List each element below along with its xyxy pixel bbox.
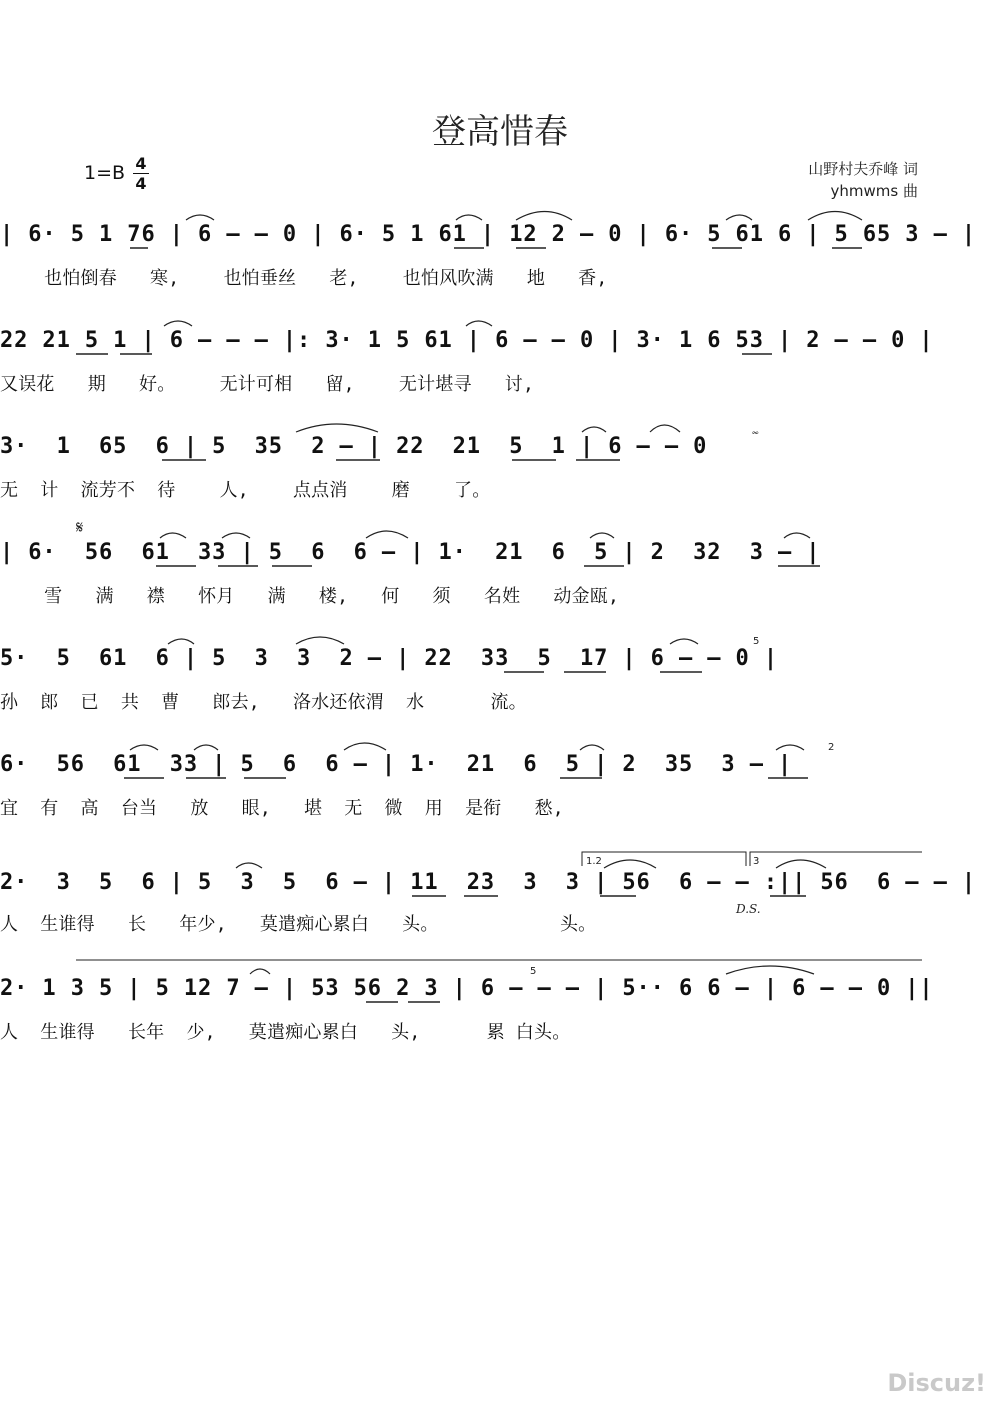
slur — [784, 533, 810, 538]
slur — [580, 745, 604, 750]
slur — [808, 212, 862, 221]
grace-note-5-final: 5 — [530, 966, 537, 977]
slur — [296, 424, 378, 432]
first-ending-label: 1.2 — [586, 856, 602, 867]
lyrics-system-2: 又误花 期 好。 无计可相 留, 无计堪寻 讨, — [0, 374, 535, 395]
slur — [160, 533, 186, 538]
slur — [250, 969, 270, 974]
lyrics-system-3: 无 计 流芳不 待 人, 点点消 磨 了。 — [0, 480, 491, 501]
slur — [186, 215, 214, 220]
notes-system-8: 2· 1 3 5 | 5 12 7 – | 53 56 2 3 | 6 – – – | 5·· 6 6 – | 6 – – 0 || — [0, 976, 934, 1001]
notes-system-7: 2· 3 5 6 | 5 3 5 6 – | 11 23 3 3 | 56 6 – – :|| 56 6 – – | — [0, 870, 977, 895]
lyrics-system-6: 宜 有 高 台当 放 眼, 堪 无 微 用 是衔 愁, — [0, 798, 564, 819]
notes-system-6: 6· 56 61 33 | 5 6 6 – | 1· 21 6 5 | 2 35 3 – | — [0, 752, 793, 777]
slur — [604, 860, 656, 868]
notes-system-2: 22 21 5 1 | 6 – – – |: 3· 1 5 61 | 6 – – 0 | 3· 1 6 53 | 2 – – 0 | — [0, 328, 934, 353]
lyrics-system-7: 人 生谁得 长 年少, 莫遣痴心累白 头。 头。 — [0, 914, 597, 935]
slur — [776, 745, 804, 750]
time-signature-bottom: 4 — [133, 173, 149, 193]
slur — [582, 427, 606, 432]
slur — [344, 743, 386, 750]
notes-system-3: 3· 1 65 6 | 5 35 2 – | 22 21 5 1 | 6 – – 0 — [0, 434, 708, 459]
segno-sign: 𝄋 — [76, 518, 84, 538]
lyrics-system-1: 也怕倒春 寒, 也怕垂丝 老, 也怕风吹满 地 香, — [0, 268, 608, 289]
slurs — [130, 212, 862, 975]
notes-system-4: | 6· 56 61 33 | 5 6 6 – | 1· 21 6 5 | 2 32 3 – | — [0, 540, 821, 565]
slur — [194, 745, 218, 750]
third-ending-bracket — [750, 852, 922, 866]
third-ending-label: 3 — [753, 856, 760, 867]
slur — [456, 215, 482, 220]
grace-note-2: 2 — [828, 742, 835, 753]
slur — [130, 745, 158, 750]
slur — [590, 533, 614, 538]
slur — [650, 425, 680, 432]
time-signature-top: 4 — [135, 154, 147, 173]
slur — [670, 639, 698, 644]
dal-segno-mark: D.S. — [736, 902, 761, 916]
underlines — [76, 248, 862, 1002]
notes-system-1: | 6· 5 1 76 | 6 – – 0 | 6· 5 1 61 | 12 2 – 0 | 6· 5 61 6 | 5 65 3 – | — [0, 222, 977, 247]
slur — [168, 639, 194, 644]
lyrics-system-8: 人 生谁得 长年 少, 莫遣痴心累白 头, 累 白头。 — [0, 1022, 571, 1043]
slur — [726, 966, 814, 974]
song-title: 登高惜春 — [432, 112, 568, 152]
lyricist-credit: 山野村夫乔峰 词 — [808, 160, 918, 178]
slur — [366, 531, 408, 538]
slur — [296, 637, 344, 644]
slur — [222, 533, 250, 538]
mordent-mark: 𝆗 — [752, 424, 759, 438]
watermark-logo: Discuz! — [887, 1369, 986, 1397]
key-signature: 1=B — [84, 162, 126, 184]
first-ending-bracket — [582, 852, 746, 866]
lyrics-system-5: 孙 郎 已 共 曹 郎去, 洛水还依渭 水 流。 — [0, 692, 527, 713]
grace-note-5: 5 — [753, 636, 760, 647]
notes-system-5: 5· 5 61 6 | 5 3 3 2 – | 22 33 5 17 | 6 – – 0 | — [0, 646, 778, 671]
slur — [726, 215, 752, 220]
ending-brackets — [76, 852, 922, 960]
slur — [466, 321, 492, 326]
lyrics-system-4: 雪 满 襟 怀月 满 楼, 何 须 名姓 动金瓯, — [0, 586, 620, 607]
slur — [776, 860, 826, 868]
slur — [516, 212, 572, 221]
slur — [164, 321, 192, 326]
slur — [236, 863, 262, 868]
composer-credit: yhmwms 曲 — [830, 182, 918, 200]
